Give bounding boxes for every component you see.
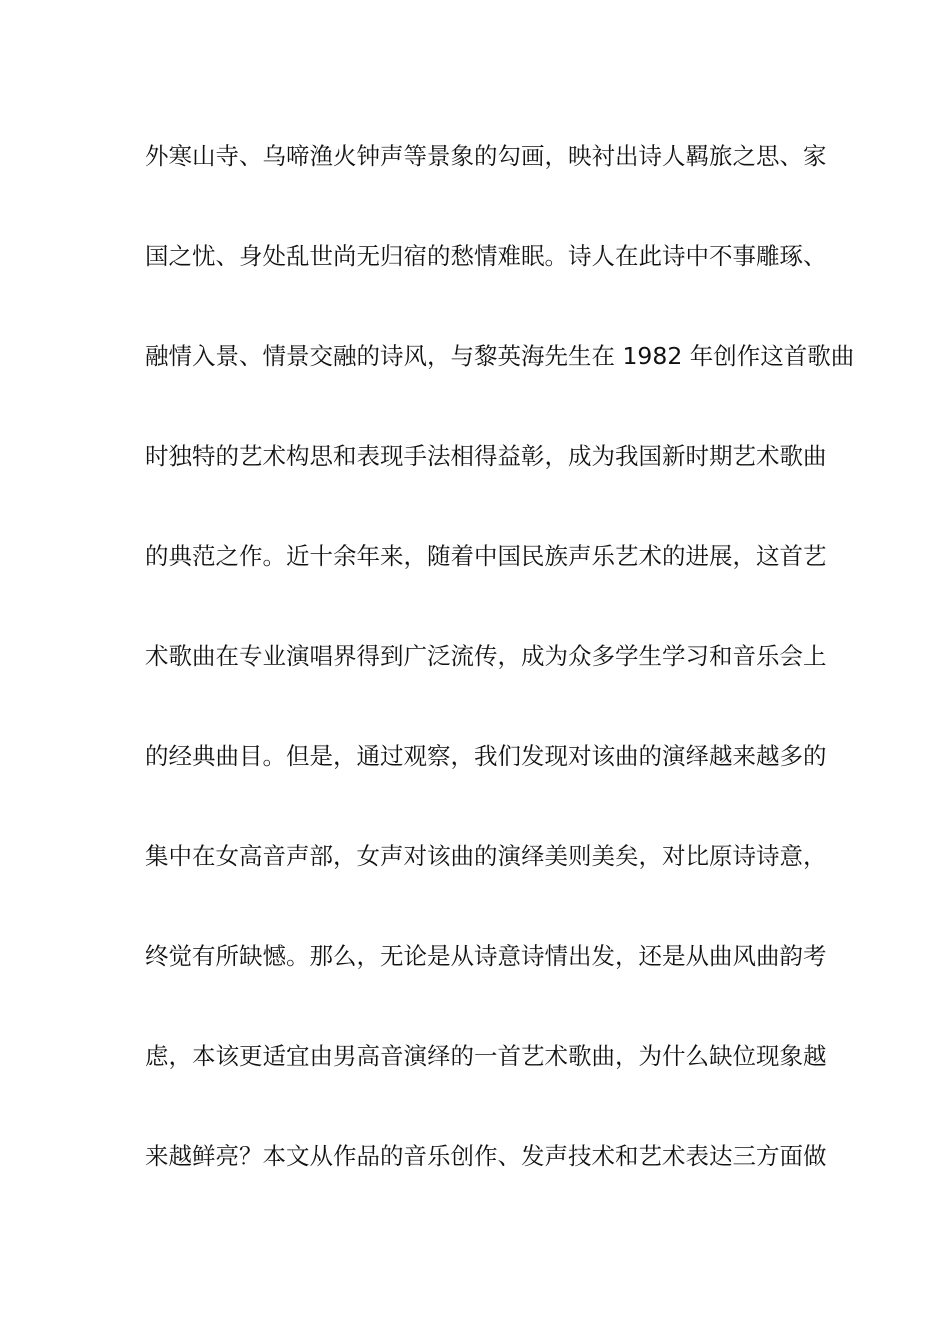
text-line: 国之忧、身处乱世尚无归宿的愁情难眠。诗人在此诗中不事雕琢、 — [145, 242, 827, 270]
text-line: 术歌曲在专业演唱界得到广泛流传，成为众多学生学习和音乐会上 — [145, 642, 827, 670]
text-line: 外寒山寺、乌啼渔火钟声等景象的勾画，映衬出诗人羁旅之思、家 — [145, 142, 827, 170]
text-line: 来越鲜亮？本文从作品的音乐创作、发声技术和艺术表达三方面做 — [145, 1142, 827, 1170]
text-line: 时独特的艺术构思和表现手法相得益彰，成为我国新时期艺术歌曲 — [145, 442, 827, 470]
text-line: 的经典曲目。但是，通过观察，我们发现对该曲的演绎越来越多的 — [145, 742, 827, 770]
text-line: 的典范之作。近十余年来，随着中国民族声乐艺术的进展，这首艺 — [145, 542, 827, 570]
body-paragraph — [145, 128, 855, 1228]
text-line: 融情入景、情景交融的诗风，与黎英海先生在 1982 年创作这首歌曲 — [145, 342, 855, 370]
text-line: 终觉有所缺憾。那么，无论是从诗意诗情出发，还是从曲风曲韵考 — [145, 942, 827, 970]
text-line: 集中在女高音声部，女声对该曲的演绎美则美矣，对比原诗诗意， — [145, 842, 827, 870]
text-line: 虑，本该更适宜由男高音演绎的一首艺术歌曲，为什么缺位现象越 — [145, 1042, 827, 1070]
